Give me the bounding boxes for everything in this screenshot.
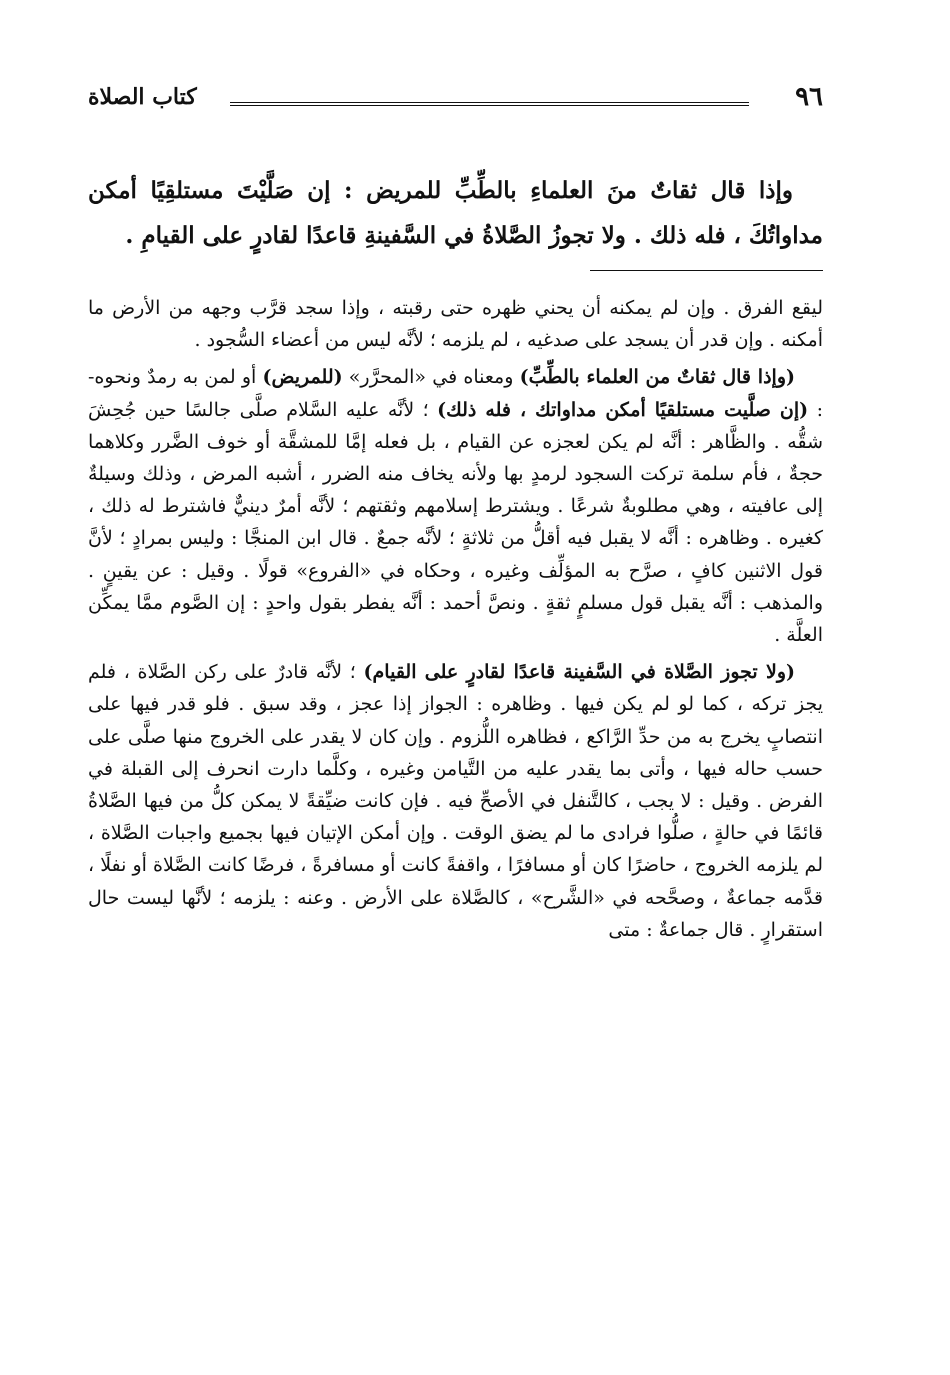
commentary-text: ؛ لأنَّه عليه السَّلام صلَّى جالسًا حين جُحِشَ شقُّه . والظَّاهر : أنَّه لم يكن لعجزه عن القيام ، بل فعله إمَّا للمشقَّة أو خوف الضَّرر وكلاهما حجةٌ ، فأم سلمة تركت السجود لرمدٍ بها ولأنه يخاف منه الضرر ، أشبه المرض ، وذلك وسيلةٌ إلى عافيته ، وهي مطلوبةٌ شرعًا . ويشترط إسلامهم وثقتهم ؛ لأنَّه أمرٌ دينيٌّ فاشترط له ذلك ، كغيره . وظاهره : أنَّه لا يقبل فيه أقلُّ من ثلاثةٍ ؛ لأنَّه جمعٌ . قال ابن المنجَّا : وليس بمرادٍ ؛ لأنَّ قول الاثنين كافٍ ، صرَّح به المؤلِّف وغيره ، وحكاه في «الفروع» قولًا . وقيل : عن يقينٍ . والمذهب : أنَّه يقبل قول مسلمٍ ثقةٍ . ونصَّ أحمد : أنَّه يفطر بقول واحدٍ : إن الصَّوم ممَّا يمكِّن العلَّة .	[88, 398, 823, 647]
commentary-text: ومعناه في «المحرَّر»	[342, 366, 520, 389]
separator-rule	[590, 270, 823, 271]
commentary-paragraph-2	[88, 361, 823, 651]
commentary-text: أو لمن به رمدٌ ونحوه- :	[88, 366, 823, 421]
running-title: كتاب الصلاة	[88, 84, 197, 110]
header-rule	[230, 102, 749, 106]
quoted-matn: (وإذا قال ثقاتٌ من العلماء بالطِّبِّ)	[519, 366, 795, 389]
commentary-text: ؛ لأنَّه قادرٌ على ركن الصَّلاة ، فلم يجز تركه ، كما لو لم يكن فيها . وظاهره : الجواز إذا عجز ، وقد سبق . فلو قدر فيها على انتصابٍ يخرج به من حدِّ الرَّاكع ، فظاهره اللُّزوم . وإن كان لا يقدر على الخروج منها صلَّى على حسب حاله فيها ، وأتى بما يقدر عليه من التَّيامن وغيره ، وكلَّما دارت انحرف إلى القبلة في الفرض . وقيل : لا يجب ، كالتَّنفل في الأصحِّ فيه . فإن كانت ضيِّقةً لا يمكن كلُّ من فيها الصَّلاةُ قائمًا في حالةٍ ، صلُّوا فرادى ما لم يضق الوقت . وإن أمكن الإتيان فيها بجميع واجبات الصَّلاة ، لم يلزمه الخروج ، حاضرًا كان أو مسافرًا ، واقفةً كانت أو مسافرةً ، فرضًا كانت الصَّلاة أو نفلًا ، قدَّمه جماعةٌ ، وصحَّحه في «الشَّرح» ، كالصَّلاة على الأرض . وعنه : يلزمه ؛ لأنَّها ليست حال استقرارٍ . قال جماعةٌ : متى	[88, 661, 823, 941]
matn-paragraph: وإذا قال ثقاتٌ منَ العلماءِ بالطِّبِّ للمريض : إن صَلَّيْتَ مستلقِيًا أمكن مداواتُكَ ، فله ذلك . ولا تجوزُ الصَّلاةُ في السَّفينةِ قاعدًا لقادرٍ على القيامِ .	[88, 177, 823, 249]
page-header	[88, 82, 823, 122]
quoted-matn: (للمريض)	[262, 366, 343, 389]
commentary	[88, 292, 823, 951]
quoted-matn: (إن صلَّيت مستلقيًا أمكن مداواتك ، فله ذلك)	[437, 398, 809, 421]
commentary-paragraph-3	[88, 656, 823, 946]
matn-text	[88, 168, 823, 258]
page-number: ٩٦	[795, 82, 823, 112]
quoted-matn: (ولا تجوز الصَّلاة في السَّفينة قاعدًا لقادرٍ على القيام)	[363, 661, 795, 684]
commentary-paragraph-1: ليقع الفرق . وإن لم يمكنه أن يحني ظهره حتى رقبته ، وإذا سجد قرَّب وجهه من الأرض ما أمكنه . وإن قدر أن يسجد على صدغيه ، لم يلزمه ؛ لأنَّه ليس من أعضاء السُّجود .	[88, 297, 823, 352]
